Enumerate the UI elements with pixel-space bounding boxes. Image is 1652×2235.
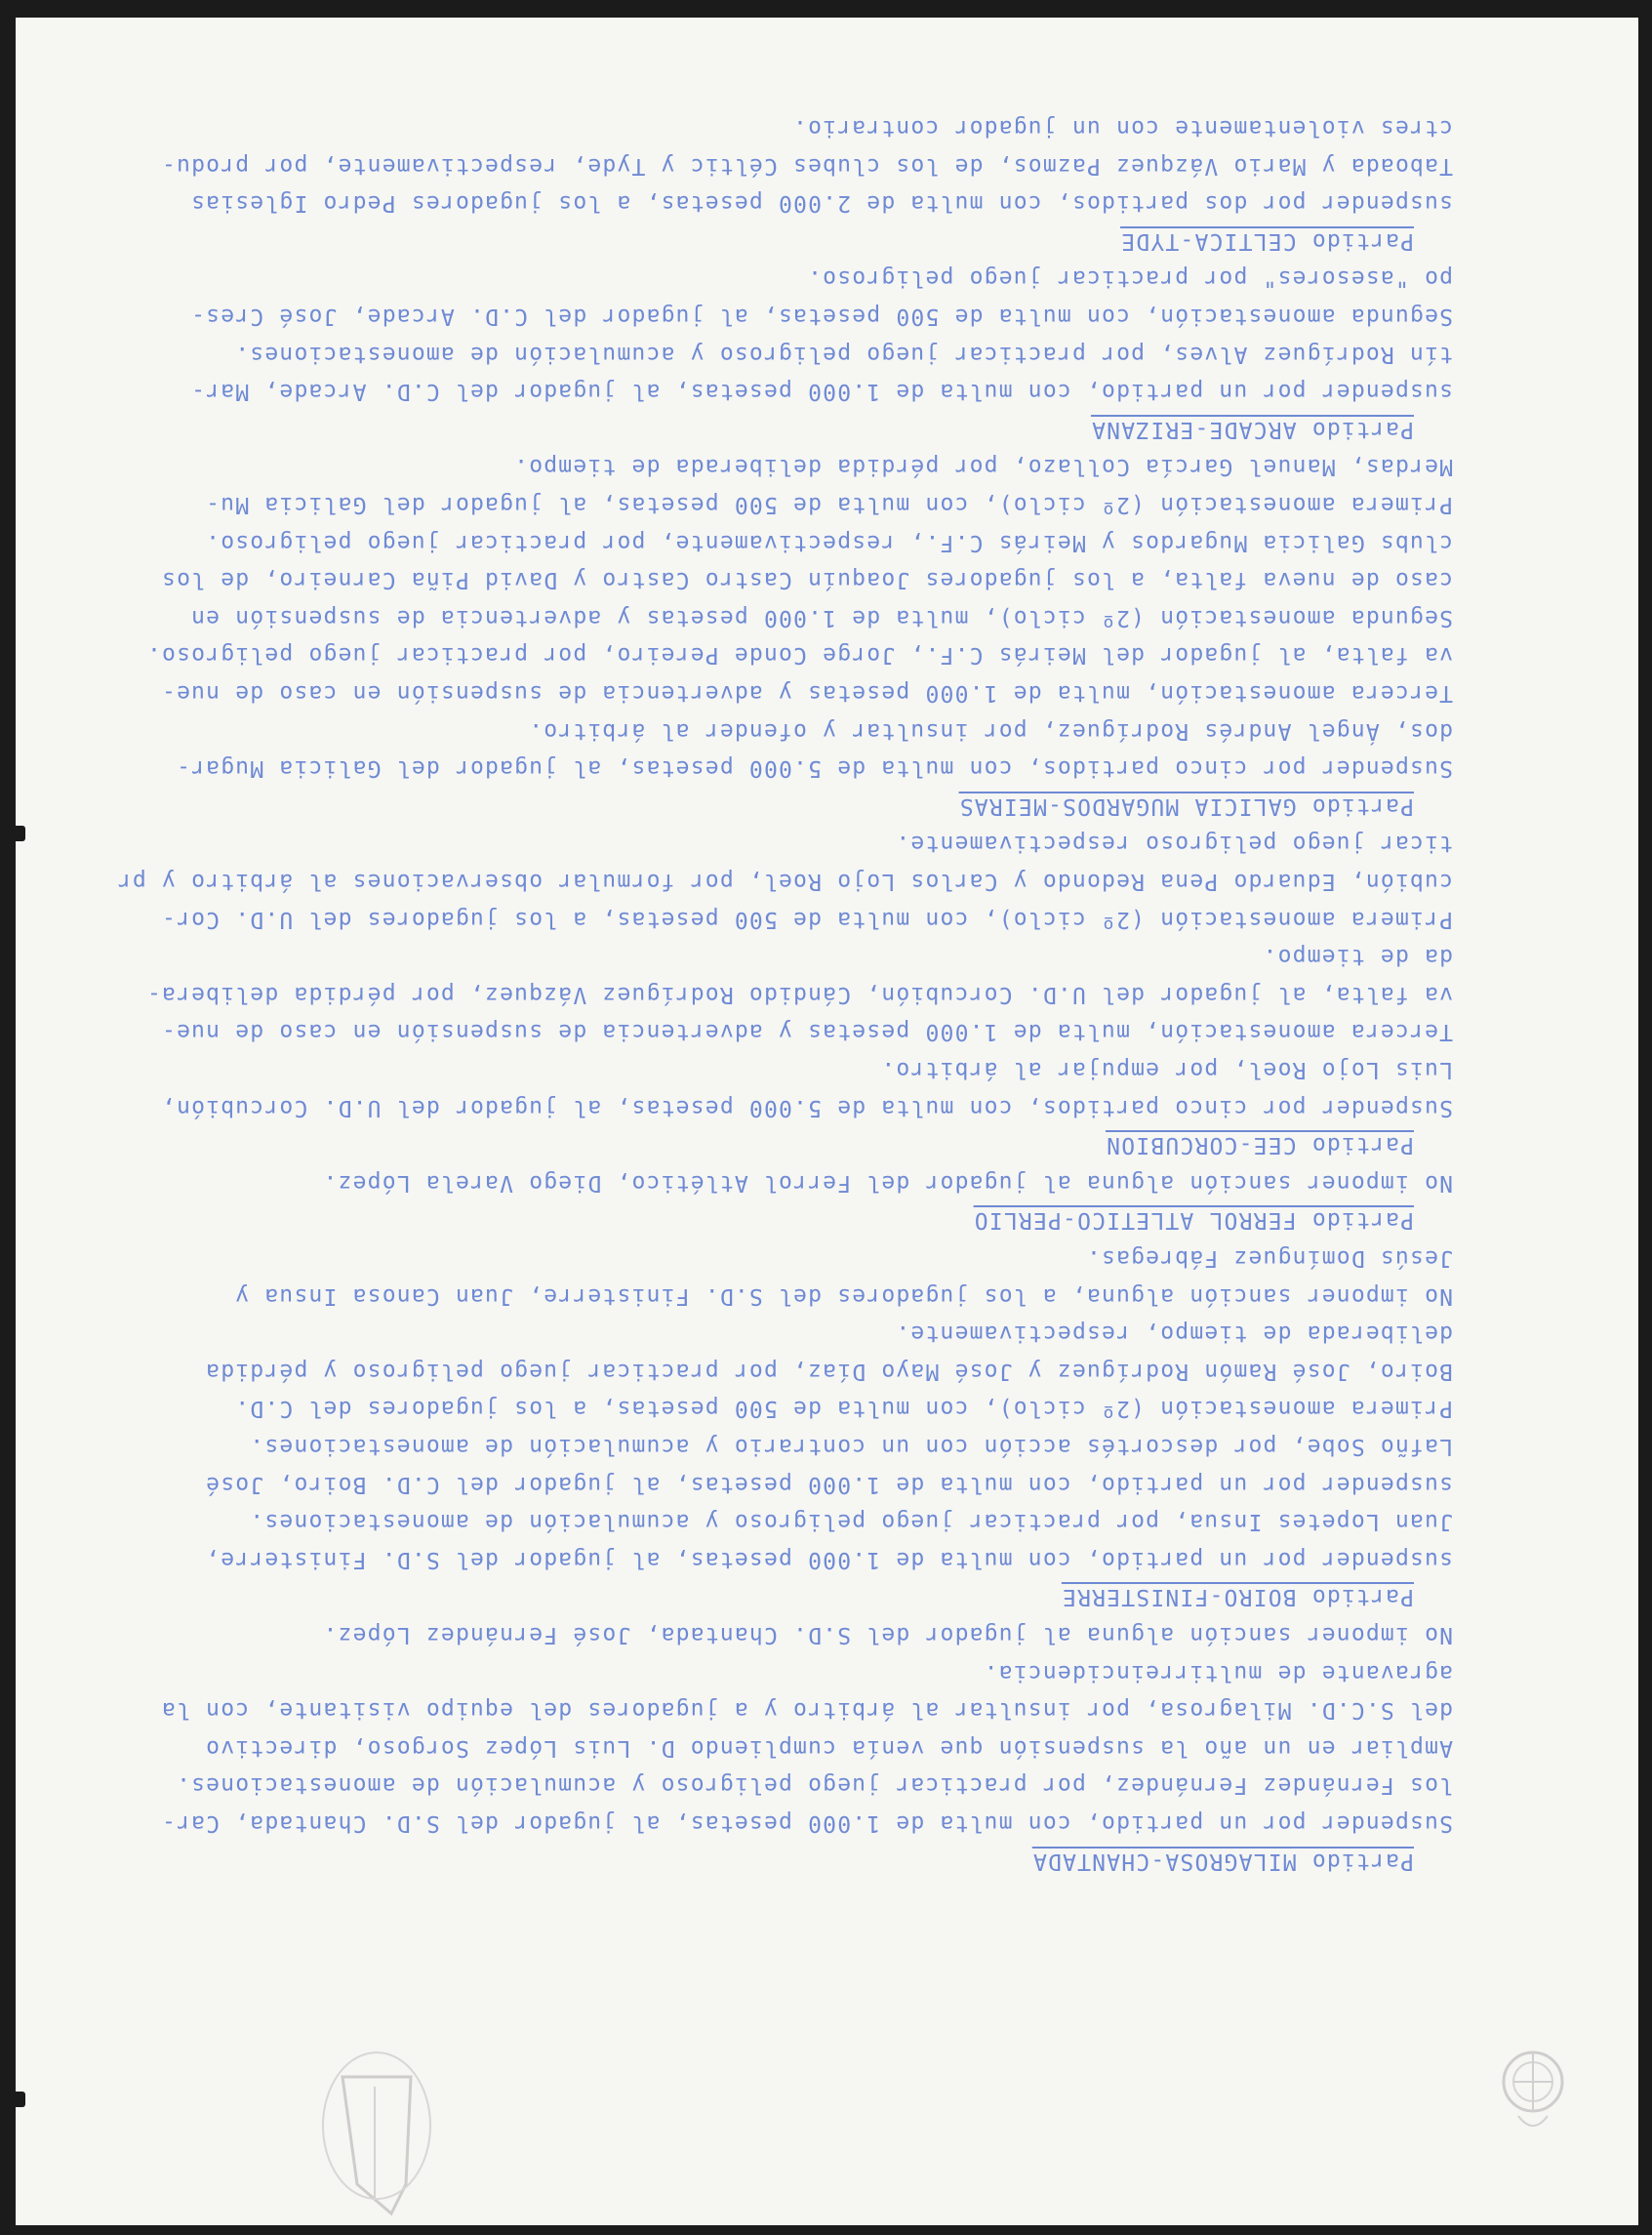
text-line: ticar juego peligroso respectivamente. [895,831,1453,857]
text-line: suspender por un partido, con multa de 1.000 pesetas, al jugador del C.D. Boiro, José [204,1471,1453,1497]
text-line: Segunda amonestación, con multa de 500 pesetas, al jugador del C.D. Arcade, José Cres- [189,304,1453,329]
stamp-emblem-icon [133,1989,601,2225]
text-line: Ampliar en un año la suspensión que venía cumpliendo D. Luis López Sorgoso, directivo [204,1734,1453,1761]
text-line: Primera amonestación (2º ciclo), con multa de 500 pesetas, al jugador del Galicia Mu- [204,492,1453,517]
text-line: Segunda amonestación (2º ciclo), multa de 1.000 pesetas y advertencia de suspensión en [189,604,1453,630]
federation-stamp [133,1989,601,2225]
text-line: po "asesores" por practicar juego peligroso. [806,265,1453,292]
seal-emblem-icon [1489,2038,1577,2145]
text-line: dos, Ángel Andrés Rodríguez, por insultar y ofender al árbitro. [528,717,1453,744]
text-line: No imponer sanción alguna, a los jugadores del S.D. Finisterre, Juan Canosa Insua y [234,1282,1453,1309]
text-line: del S.C.D. Milagrosa, por insultar al árbitro y a jugadores del equipo visitante, con la [160,1697,1453,1724]
match-heading: Partido ARCADE-ERIZANA [1090,416,1414,442]
text-line: Juan Lopetes Insua, por practicar juego peligroso y acumulación de amonestaciones. [249,1509,1453,1535]
match-heading: Partido MILAGROSA-CHANTADA [1031,1848,1414,1874]
text-line: suspender por un partido, con multa de 1.000 pesetas, al jugador del S.D. Finisterre, [204,1546,1453,1572]
bleed-through-text [16,18,1638,2225]
match-heading: Partido FERROL ATLETICO-PERLIO [973,1207,1414,1234]
match-heading: Partido GALICIA MUGARDOS-MEIRAS [958,792,1414,819]
text-line: Suspender por cinco partidos, con multa de 5.000 pesetas, al jugador del Galicia Mugar- [175,755,1453,782]
text-line: los Fernández Fernández, por practicar juego peligroso y acumulación de amonestaciones. [175,1772,1453,1799]
text-line: deliberada de tiempo, respectivamente. [895,1321,1453,1347]
text-line: Primera amonestación (2º ciclo), con multa de 500 pesetas, a los jugadores del U.D. Cor- [160,906,1453,932]
text-line: Primera amonestación (2º ciclo), con multa de 500 pesetas, a los jugadores del C.D. [234,1396,1453,1422]
text-line: Taboada y Mario Vázquez Pazmos, de los clubes Céltic y Tyde, respectivamente, por produ- [160,152,1453,179]
text-line: Boiro, José Ramón Rodríguez y José Mayo Díaz, por practicar juego peligroso y pérdida [204,1358,1453,1384]
match-heading: Partido BOIRO-FINISTERRE [1061,1584,1414,1610]
text-line: va falta, al jugador del Meirás C.F., Jorge Conde Pereiro, por practicar juego peligroso. [145,642,1453,669]
text-line: No imponer sanción alguna al jugador del S.D. Chantada, José Fernández López. [322,1622,1453,1647]
text-line: Jesús Domínguez Fábregas. [1085,1245,1453,1271]
text-line: caso de nueva falta, a los jugadores Joaquín Castro Castro y David Piña Carneiro, de los [160,567,1453,593]
text-line: Lafño Sobe, por descortés acción con un contrario y acumulación de amonestaciones. [249,1434,1453,1459]
text-line: Tercera amonestación, multa de 1.000 pesetas y advertencia de suspensión en caso de nue- [160,680,1453,706]
text-line: No imponer sanción alguna al jugador del Ferrol Atlético, Diego Varela López. [322,1169,1453,1196]
text-line: cubión, Eduardo Pena Redondo y Carlos Lojo Roel, por formular observaciones al árbitro y pr [116,869,1453,894]
match-heading: Partido CELTICA-TYDE [1120,227,1414,254]
text-line: Suspender por cinco partidos, con multa de 5.000 pesetas, al jugador del U.D. Corcubión, [160,1094,1453,1120]
text-line: ctres violentamente con un jugador contrario. [791,115,1453,141]
text-line: Tercera amonestación, multa de 1.000 pesetas y advertencia de suspensión en caso de nue- [160,1019,1453,1045]
match-heading: Partido CEE-CORCUBION [1106,1132,1414,1158]
text-line: Luis Lojo Roel, por empujar al árbitro. [880,1057,1453,1082]
text-line: agravante de multirreincidencia. [983,1659,1453,1686]
text-line: suspender por un partido, con multa de 1.000 pesetas, al jugador del C.D. Arcade, Mar- [189,379,1453,405]
text-line: tín Rodríguez Alves, por practicar juego peligroso y acumulación de amonestaciones. [234,341,1453,367]
text-line: Suspender por un partido, con multa de 1.000 pesetas, al jugador del S.D. Chantada, Car- [160,1810,1453,1836]
text-line: suspender por dos partidos, con multa de 2.000 pesetas, a los jugadores Pedro Iglesias [189,190,1453,217]
text-line: da de tiempo. [1262,944,1453,970]
document-page [16,18,1638,2225]
text-line: clubs Galicia Mugardos y Meirás C.F., respectivamente, por practicar juego peligroso. [204,529,1453,555]
text-line: Merdas, Manuel García Collazo, por pérdida deliberada de tiempo. [512,454,1453,480]
text-line: va falta, al jugador del U.D. Corcubión, Cándido Rodríguez Vázquez, por pérdida delibera- [145,981,1453,1007]
